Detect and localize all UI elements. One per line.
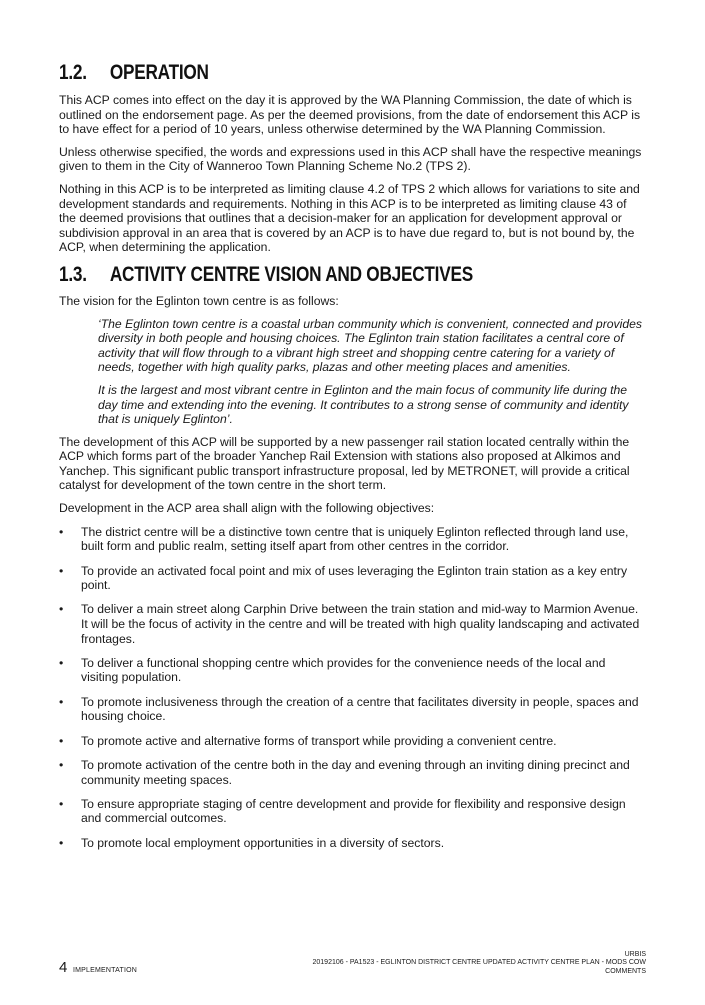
bullet-icon: •: [59, 757, 64, 772]
list-item: [59, 656, 645, 685]
objectives-intro: Development in the ACP area shall align with the following objectives:: [59, 501, 435, 516]
objective-text: To promote activation of the centre both in the day and evening through an inviting dining precinct and community meeting spaces.: [81, 757, 630, 787]
bullet-icon: •: [59, 694, 64, 709]
vision-quote-2: It is the largest and most vibrant centre in Eglinton and the main focus of community life during the day time and extending into the evening. It contributes to a strong sense of community and identity that is uniquely Eglinton’.: [98, 382, 629, 427]
list-item: [59, 797, 645, 826]
operation-paragraph-2: Unless otherwise specified, the words and expressions used in this ACP shall have the respective meanings given to them in the City of Wanneroo Town Planning Scheme No.2 (TPS 2).: [59, 144, 642, 174]
section-number: 1.3.: [59, 262, 87, 286]
objectives-list: [59, 525, 645, 851]
operation-paragraph-1: This ACP comes into effect on the day it is approved by the WA Planning Commission, the date of which is outlined on the endorsement page. As per the deemed provisions, from the date of endorsement this ACP is to have effect for a period of 10 years, unless otherwise determined by the WA Planning Commission.: [59, 93, 641, 137]
objective-text: To promote local employment opportunities in a diversity of sectors.: [81, 835, 445, 850]
document-reference: 20192106 - PA1523 - EGLINTON DISTRICT CENTRE UPDATED ACTIVITY CENTRE PLAN - MODS COW COMMENTS: [312, 959, 646, 975]
objective-text: To promote active and alternative forms of transport while providing a convenient centre.: [81, 733, 557, 748]
section-number: 1.2.: [59, 61, 87, 84]
section-title: ACTIVITY CENTRE VISION AND OBJECTIVES: [109, 262, 473, 286]
section-title: OPERATION: [109, 61, 209, 84]
bullet-icon: •: [59, 602, 64, 617]
vision-quote-1: ‘The Eglinton town centre is a coastal urban community which is convenient, connected and provides diversity in both people and housing choices. The Eglinton train station facilitates a central core of activity that will flow through to a vibrant high street and shopping centre catering for a variety of needs, together with high quality parks, plazas and other meeting places and amenities.: [98, 316, 642, 375]
footer-document-info: [286, 951, 646, 977]
objective-text: To provide an activated focal point and mix of uses leveraging the Eglinton train station as a key entry point.: [81, 563, 628, 593]
company-name: URBIS: [624, 950, 646, 958]
objective-text: The district centre will be a distinctive town centre that is uniquely Eglinton reflected through land use, built form and public realm, setting itself apart from other centres in the corridor.: [81, 524, 629, 554]
operation-paragraph-3: Nothing in this ACP is to be interpreted as limiting clause 4.2 of TPS 2 which allows for variations to site and development standards and requirements. Nothing in this ACP is to be interpreted as limiting clause 43 of the deemed provisions that outlines that a decision-maker for an application for development approval or subdivision approval in an area that is covered by an ACP is to have due regard to, but is not bound by, the ACP, when determining the application.: [59, 181, 640, 255]
objective-text: To deliver a main street along Carphin Drive between the train station and mid-way to Marmion Avenue. It will be the focus of activity in the centre and will be treated with high quality landscaping and activated frontages.: [81, 602, 640, 646]
section-heading-operation: [59, 58, 540, 88]
list-item: [59, 564, 645, 593]
bullet-icon: •: [59, 655, 64, 670]
bullet-icon: •: [59, 796, 64, 811]
bullet-icon: •: [59, 835, 64, 850]
section-heading-vision: [59, 260, 540, 290]
bullet-icon: •: [59, 733, 64, 748]
list-item: [59, 525, 645, 554]
list-item: [59, 602, 645, 646]
development-paragraph: The development of this ACP will be supported by a new passenger rail station located centrally within the ACP which forms part of the broader Yanchep Rail Extension with stations also proposed at Alkimos and Yanchep. This significant public transport infrastructure proposal, led by METRONET, will provide a critical catalyst for development of the town centre in the short term.: [59, 434, 630, 493]
section-label: IMPLEMENTATION: [73, 967, 137, 974]
list-item: [59, 758, 645, 787]
list-item: [59, 836, 645, 851]
page-number: 4: [59, 959, 68, 976]
objective-text: To promote inclusiveness through the creation of a centre that facilitates diversity in people, spaces and housing choice.: [81, 694, 639, 724]
vision-intro: The vision for the Eglinton town centre is as follows:: [59, 293, 339, 308]
list-item: [59, 695, 645, 724]
bullet-icon: •: [59, 563, 64, 578]
objective-text: To ensure appropriate staging of centre development and provide for flexibility and responsive design and commercial outcomes.: [81, 796, 626, 826]
page-footer: [59, 950, 646, 980]
document-page: [59, 58, 645, 860]
bullet-icon: •: [59, 524, 64, 539]
list-item: [59, 734, 645, 749]
objective-text: To deliver a functional shopping centre which provides for the convenience needs of the local and visiting population.: [81, 655, 606, 685]
